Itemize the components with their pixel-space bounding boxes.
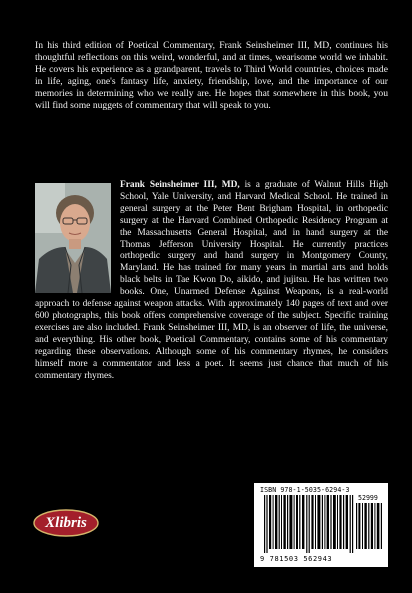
author-bio-text: is a graduate of Walnut Hills High School, Yale University, and Harvard Medical School. He trained in general surgery at the Peter Bent Brigham Hospital, in orthopedic surgery at the Harvard Combined Orthopedic Residency Program at the Massachusetts General Hospital, and in hand surgery at the Thomas Jefferson University Hospital. He currently practices orthopedic surgery and hand surgery in Montgomery County, Maryland. He has trained for many years in martial arts and holds black belts in Tae Kwon Do, aikido, and jujitsu. He has written two books. One, Unarmed Defense Against Weapons, is a real-world approach to defense against weapon attacks. With approximately 140 pages of text and over 600 photographs, this book offers comprehensive coverage of the subject. Specific training exercises are also included. Frank Seinsheimer III, MD, is an observer of life, the universe, and everything. His other book, Poetical Commentary, contains some of his commentary regarding these observations. Although some of his commentary rhymes, he considers himself more a commentator and less a poet. It seems just chance that much of his commentary rhymes. [35,180,388,381]
author-name: Frank Seinsheimer III, MD, [120,180,240,190]
barcode-bars [264,495,354,553]
publisher-logo [33,508,99,538]
isbn-barcode [254,483,388,567]
book-description: In his third edition of Poetical Commentary, Frank Seinsheimer III, MD, continues his thoughtful reflections on this weird, wonderful, and at times, wearisome world we inhabit. He covers his experience as a grandparent, travels to Third World countries, choices made in life, aging, one's fantasy life, anxiety, friendship, love, and the importance of our memories in determining who we really are. He hopes that somewhere in this book, you will find some nuggets of commentary that will speak to you. [35,40,388,111]
price-code: 52999 [358,494,378,502]
price-barcode-bars [356,503,384,549]
author-bio-block [35,180,388,382]
barcode-number: 9 781503 562943 [260,555,333,563]
author-photo [35,183,111,293]
publisher-name: Xlibris [45,514,87,531]
isbn-label: ISBN 978-1-5035-6294-3 [260,486,350,494]
